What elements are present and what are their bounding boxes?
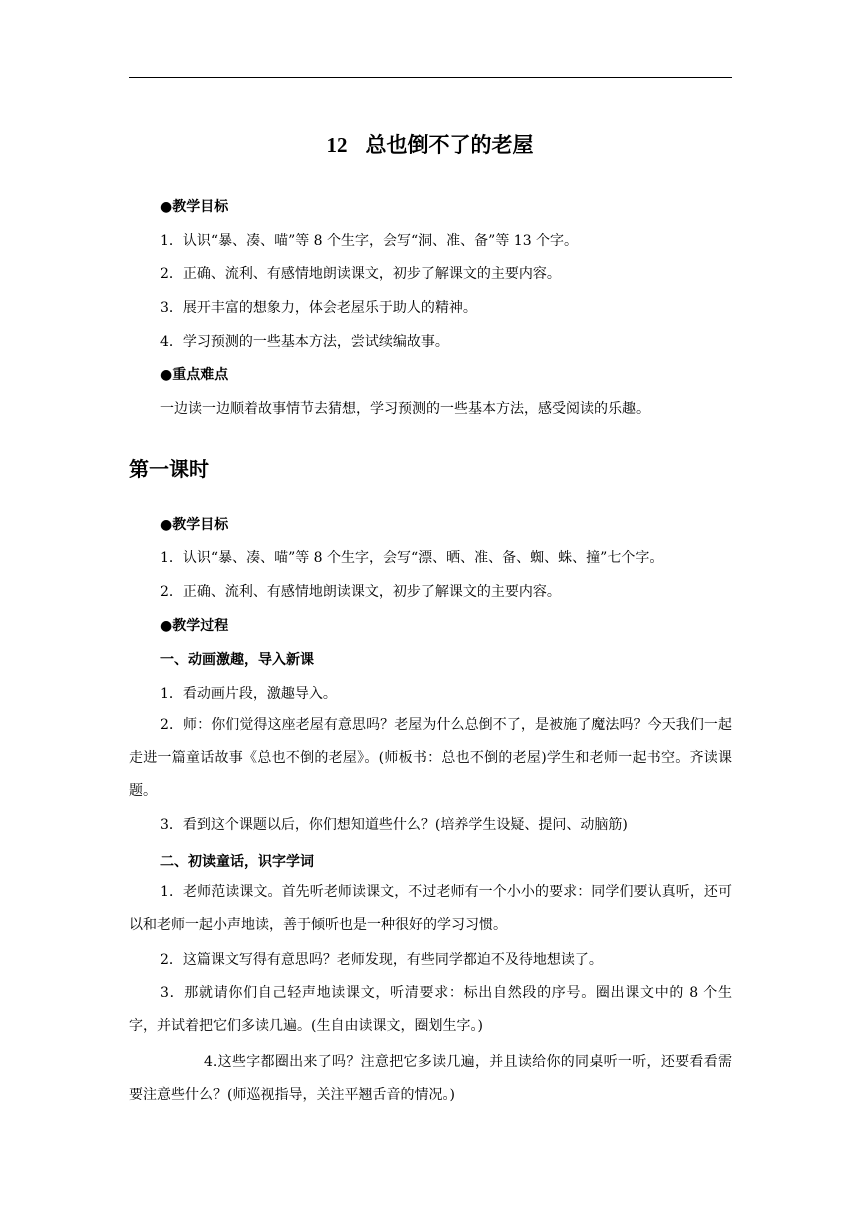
goal-item: 2．正确、流利、有感情地朗读课文，初步了解课文的主要内容。 bbox=[160, 266, 561, 282]
part-heading: 二、初读童话，识字学词 bbox=[160, 854, 314, 870]
key-points-text: 一边读一边顺着故事情节去猜想，学习预测的一些基本方法，感受阅读的乐趣。 bbox=[160, 401, 650, 417]
goal-item: 1．认识“暴、凑、喵”等 8 个生字，会写“漂、晒、准、备、蜘、蛛、撞”七个字。 bbox=[160, 550, 664, 566]
lesson-title-text: 总也倒不了的老屋 bbox=[365, 133, 534, 157]
step-item: 1．看动画片段，激趣导入。 bbox=[160, 686, 337, 702]
step-paragraph: 3．看到这个课题以后，你们想知道些什么？(培养学生设疑、提问、动脑筋) bbox=[160, 817, 628, 833]
step-paragraph: 4.这些字都圈出来了吗？注意把它多读几遍，并且读给你的同桌听一听，还要看看需要注意些什么？(师巡视指导，关注平翘舌音的情况。) bbox=[129, 1054, 732, 1103]
key-points-heading: ●重点难点 bbox=[160, 367, 229, 383]
header-rule bbox=[129, 77, 732, 78]
goal-item: 4．学习预测的一些基本方法，尝试续编故事。 bbox=[160, 334, 449, 350]
goals-heading: ●教学目标 bbox=[160, 517, 229, 533]
part-heading: 一、动画激趣，导入新课 bbox=[160, 652, 314, 668]
step-paragraph: 2．这篇课文写得有意思吗？老师发现，有些同学都迫不及待地想读了。 bbox=[160, 952, 603, 968]
goal-item: 2．正确、流利、有感情地朗读课文，初步了解课文的主要内容。 bbox=[160, 584, 561, 600]
step-paragraph: 3．那就请你们自己轻声地读课文，听清要求：标出自然段的序号。圈出课文中的 8 个生字，并试着把它们多读几遍。(生自由读课文，圈划生字。) bbox=[129, 985, 732, 1034]
lesson-title bbox=[0, 129, 860, 159]
goal-item: 3．展开丰富的想象力，体会老屋乐于助人的精神。 bbox=[160, 300, 477, 316]
goal-item: 1．认识“暴、凑、喵”等 8 个生字，会写“洞、准、备”等 13 个字。 bbox=[160, 233, 579, 249]
process-heading: ●教学过程 bbox=[160, 618, 229, 634]
section-heading: 第一课时 bbox=[129, 457, 209, 481]
step-paragraph: 1．老师范读课文。首先听老师读课文，不过老师有一个小小的要求：同学们要认真听，还可以和老师一起小声地读，善于倾听也是一种很好的学习习惯。 bbox=[129, 884, 732, 933]
lesson-number: 12 bbox=[326, 133, 348, 157]
step-paragraph: 2．师：你们觉得这座老屋有意思吗？老屋为什么总倒不了，是被施了魔法吗？今天我们一起走进一篇童话故事《总也不倒的老屋》。(师板书：总也不倒的老屋)学生和老师一起书空。齐读课题。 bbox=[129, 717, 732, 799]
goals-heading: ●教学目标 bbox=[160, 199, 229, 215]
